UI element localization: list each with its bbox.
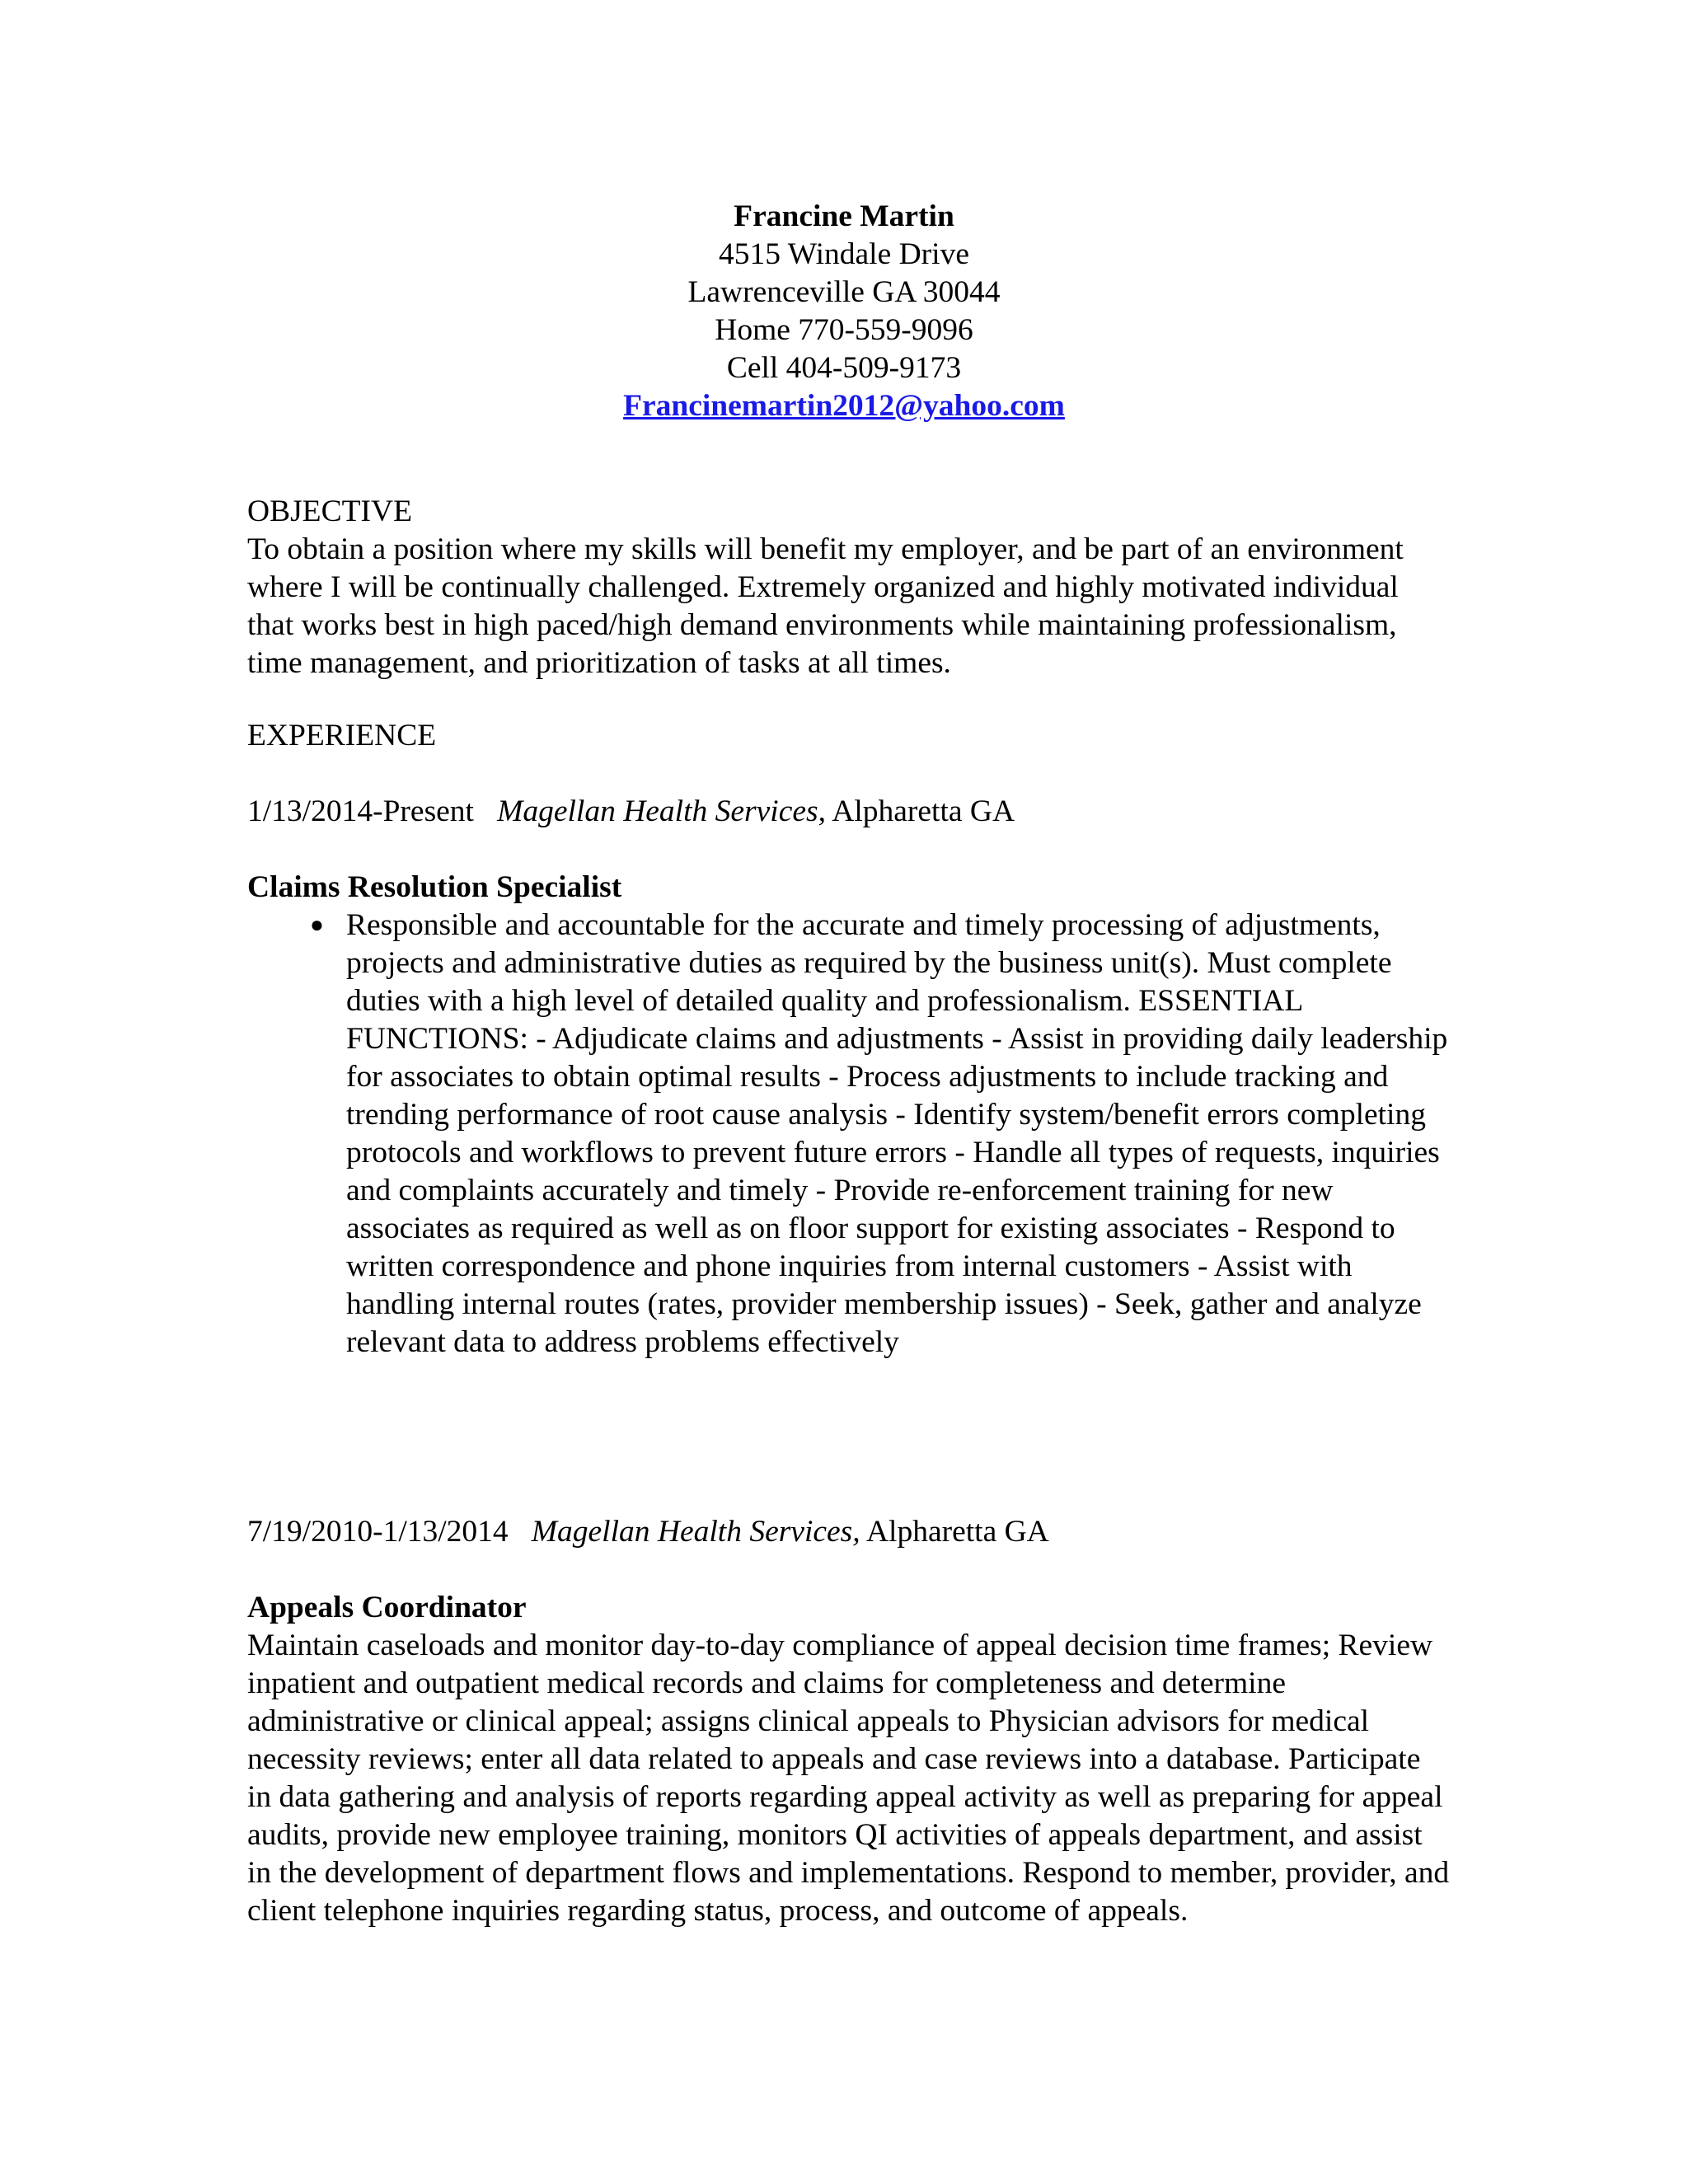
city-state-zip: Lawrenceville GA 30044 bbox=[687, 275, 1001, 309]
experience-heading-text: EXPERIENCE bbox=[247, 719, 437, 752]
job-entry bbox=[247, 793, 1451, 831]
job-details bbox=[247, 869, 1451, 1361]
contact-header bbox=[0, 198, 1688, 425]
job-dates: 1/13/2014-Present bbox=[247, 794, 474, 828]
cell-phone: Cell 404-509-9173 bbox=[726, 351, 962, 385]
home-phone: Home 770-559-9096 bbox=[715, 313, 973, 347]
job-title: Claims Resolution Specialist bbox=[247, 870, 622, 904]
job-bullet bbox=[247, 907, 1451, 1361]
bullet-icon: ● bbox=[310, 912, 324, 938]
job-details bbox=[247, 1589, 1451, 1930]
job-description: Maintain caseloads and monitor day-to-day compliance of appeal decision time frames; Review inpatient and outpatient medical records and claims for completeness and determine administrative or clinical appeal; assigns clinical appeals to Physician advisors for medical necessity reviews; enter all data related to appeals and case reviews into a database. Participate in data gathering and analysis of reports regarding appeal activity as well as preparing for appeal audits, provide new employee training, monitors QI activities of appeals department, and assist in the development of department flows and implementations. Respond to member, provider, and client telephone inquiries regarding status, process, and outcome of appeals. bbox=[247, 1629, 1450, 1928]
objective-text: To obtain a position where my skills will benefit my employer, and be part of an environment where I will be continually challenged. Extremely organized and highly motivated individual that works best in high paced/high demand environments while maintaining professionalism, time management, and prioritization of tasks at all times. bbox=[247, 532, 1404, 680]
job-dates: 7/19/2010-1/13/2014 bbox=[247, 1515, 509, 1549]
applicant-name: Francine Martin bbox=[734, 199, 954, 233]
street-address: 4515 Windale Drive bbox=[719, 237, 969, 271]
job-title: Appeals Coordinator bbox=[247, 1591, 527, 1624]
job-location: Alpharetta GA bbox=[832, 794, 1015, 828]
job-company: Magellan Health Services, bbox=[531, 1515, 860, 1549]
job-description: Responsible and accountable for the accurate and timely processing of adjustments, projects and administrative duties as required by the business unit(s). Must complete duties with a high level of detailed quality and professionalism. ESSENTIAL FUNCTIONS: - Adjudicate claims and adjustments - Assist in providing daily leadership for associates to obtain optimal results - Process adjustments to include tracking and trending performance of root cause analysis - Identify system/benefit errors completing protocols and workflows to prevent future errors - Handle all types of requests, inquiries and complaints accurately and timely - Provide re-enforcement training for new associates as required as well as on floor support for existing associates - Respond to written correspondence and phone inquiries from internal customers - Assist with handling internal routes (rates, provider membership issues) - Seek, gather and analyze relevant data to address problems effectively bbox=[346, 908, 1448, 1359]
objective-section bbox=[247, 493, 1451, 682]
job-line bbox=[247, 1513, 1451, 1551]
experience-heading bbox=[247, 717, 1451, 755]
objective-heading: OBJECTIVE bbox=[247, 494, 412, 528]
email-link[interactable]: Francinemartin2012@yahoo.com bbox=[623, 389, 1065, 423]
job-entry bbox=[247, 1513, 1451, 1551]
job-location: Alpharetta GA bbox=[865, 1515, 1049, 1549]
job-company: Magellan Health Services, bbox=[497, 794, 826, 828]
job-line bbox=[247, 793, 1451, 831]
